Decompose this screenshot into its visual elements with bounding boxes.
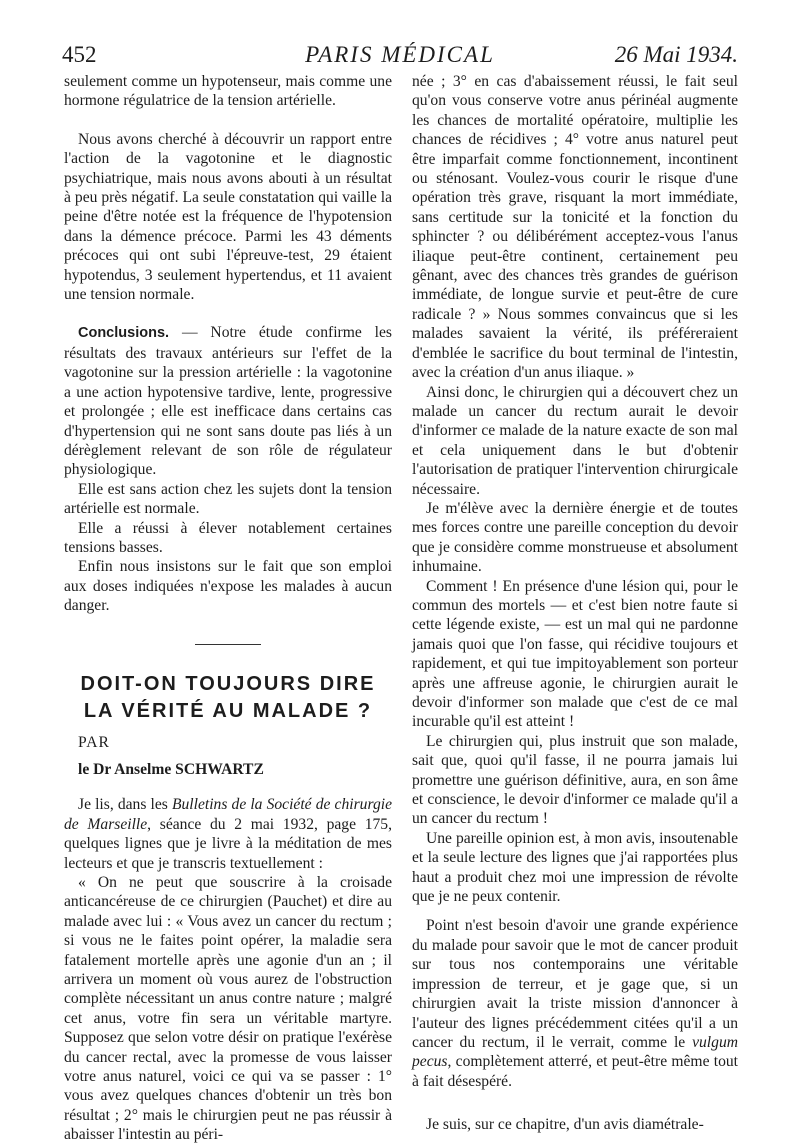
- conclusions-paragraph: [64, 323, 392, 479]
- page-number: 452: [62, 42, 97, 67]
- paragraph: Le chirurgien qui, plus instruit que son malade, sait que, quoi qu'il fasse, il ne pourra jamais lui promettre une guérison définitive, aura, en son âme et conscience, le devoir d'informer ce malade qu'il a un cancer du rectum !: [412, 732, 738, 828]
- paragraph: Comment ! En présence d'une lésion qui, pour le commun des mortels — et c'est bien notre faute si cette légende existe, — est un mal qui ne pardonne jamais quoi que l'on fasse, qui récidive toujours et rapidement, et qui tue impitoyablement son porteur après une affreuse agonie, le chirurgien aurait le devoir d'informer son malade que c'est de ce mal incurable qu'il est atteint !: [412, 577, 738, 731]
- text-run: Je lis, dans les: [78, 796, 172, 814]
- conclusions-text: — Notre étude confirme les résultats des travaux antérieurs sur l'effet de la vagotonine sur la pression artérielle : la vagotonine a une action hypotensive tardive, lente, progressive et prolongée ; elle est inefficace dans certains cas d'hypertension qui ne sont sans doute pas liés à un dérèglement relevant de son rôle de régulateur physiologique.: [64, 324, 392, 479]
- paragraph: [64, 795, 392, 873]
- text-run: , complètement atterré, et peut-être même tout à fait désespéré.: [412, 1053, 738, 1090]
- text-run: , séance du 2 mai 1932, page 175, quelques lignes que je livre à la méditation de mes lecteurs et que je transcris textuellement :: [64, 815, 392, 872]
- author-name: le Dr Anselme SCHWARTZ: [78, 760, 264, 778]
- quotation: « On ne peut que souscrire à la croisade anticancéreuse de ce chirurgien (Pauchet) et dire au malade avec lui : « Vous avez un cancer du rectum ; si vous ne le faites point opérer, la maladie sera fatalement mortelle après une agonie d'un an ; il arrivera un moment où vous aurez de l'obstruction complète nécessitant un anus contre nature ; malgré cet anus, votre fin sera un véritable martyre. Supposez que selon votre désir on pratique l'exérèse du cancer rectal, avec la promesse de vous laisser votre anus naturel, voici ce qui va se passer : 1° vous avez quelques chances d'obtenir un très bon résultat ; 2° mais le chirurgien peut ne pas réussir à abaisser l'intestin au péri-: [64, 874, 392, 1144]
- latin-phrase: vulgum pecus: [412, 1033, 738, 1071]
- paragraph: Elle est sans action chez les sujets dont la tension artérielle est normale.: [64, 480, 392, 518]
- byline-par: PAR: [78, 733, 110, 751]
- article-title-line-2: LA VÉRITÉ AU MALADE ?: [83, 699, 373, 722]
- text-run: Point n'est besoin d'avoir une grande expérience du malade pour savoir que le mot de cancer produit sur tous nos contemporains une véritable impression de terreur, et je gage que, si un chirurgien avait la triste mission d'annoncer à l'auteur des lignes précédemment citées qu'il a un cancer du rectum, il le verrait, comme le: [412, 917, 738, 1051]
- paragraph: Je suis, sur ce chapitre, d'un avis diamétrale-: [426, 1116, 704, 1134]
- left-column: [64, 72, 392, 1145]
- right-column: [412, 72, 738, 1135]
- paragraph: seulement comme un hypotenseur, mais comme une hormone régulatrice de la tension artérielle.: [64, 73, 392, 110]
- journal-citation: Bulletins de la Société de chirurgie de Marseille: [64, 796, 392, 833]
- paragraph: Ainsi donc, le chirurgien qui a découvert chez un malade un cancer du rectum aurait le devoir d'informer ce malade de la nature exacte de son mal et cela uniquement dans le but d'obtenir l'autorisation de pratiquer l'intervention chirurgicale nécessaire.: [412, 383, 738, 498]
- article-title-line-1: DOIT-ON TOUJOURS DIRE: [80, 672, 376, 695]
- paragraph: [412, 916, 738, 1091]
- quotation-continued: née ; 3° en cas d'abaissement réussi, le fait seul qu'on vous conserve votre anus périnéal augmente les chances de mortalité opératoire, multiplie les chances de récidives ; 4° votre anus naturel peut être imparfait comme fonctionnement, incontinent ou sténosant. Voulez-vous courir le risque d'une opération très grave, risquant la mort immédiate, sans certitude sur la tonicité et la fonction du sphincter ? ou délibérément acceptez-vous l'anus iliaque peut-être continent, certainement peu gênant, avec des chances très grandes de guérison immédiate, de longue survie et peut-être de cure radicale ? » Nous sommes convaincus que si les malades savaient la vérité, ils préféreraient d'emblée le sacrifice du bout terminal de l'intestin, avec la création d'un anus iliaque. »: [412, 73, 738, 382]
- conclusions-label: Conclusions.: [78, 325, 170, 342]
- paragraph: Nous avons cherché à découvrir un rapport entre l'action de la vagotonine et le diagnostic psychiatrique, mais nous avons abouti à un résultat à peu près négatif. La seule constatation qui vaille la peine d'être notée est la fréquence de l'hypotension dans la démence précoce. Parmi les 43 déments précoces qui ont subi l'épreuve-test, 29 étaient hypotendus, 3 seulement hypertendus, et 11 avaient une tension normale.: [64, 130, 392, 304]
- page-header: [62, 40, 738, 70]
- journal-title: PARIS MÉDICAL: [305, 42, 495, 67]
- issue-date: 26 Mai 1934.: [614, 42, 738, 67]
- paragraph: Je m'élève avec la dernière énergie et de toutes mes forces contre une pareille conception du devoir que je considère comme monstrueuse et absolument inhumaine.: [412, 499, 738, 576]
- paragraph: Une pareille opinion est, à mon avis, insoutenable et la seule lecture des lignes que j'ai rapportées plus haut a produit chez moi une impression de révolte que je ne peux contenir.: [412, 829, 738, 906]
- paragraph: Enfin nous insistons sur le fait que son emploi aux doses indiquées n'expose les malades à aucun danger.: [64, 558, 392, 615]
- paragraph: Elle a réussi à élever notablement certaines tensions basses.: [64, 519, 392, 556]
